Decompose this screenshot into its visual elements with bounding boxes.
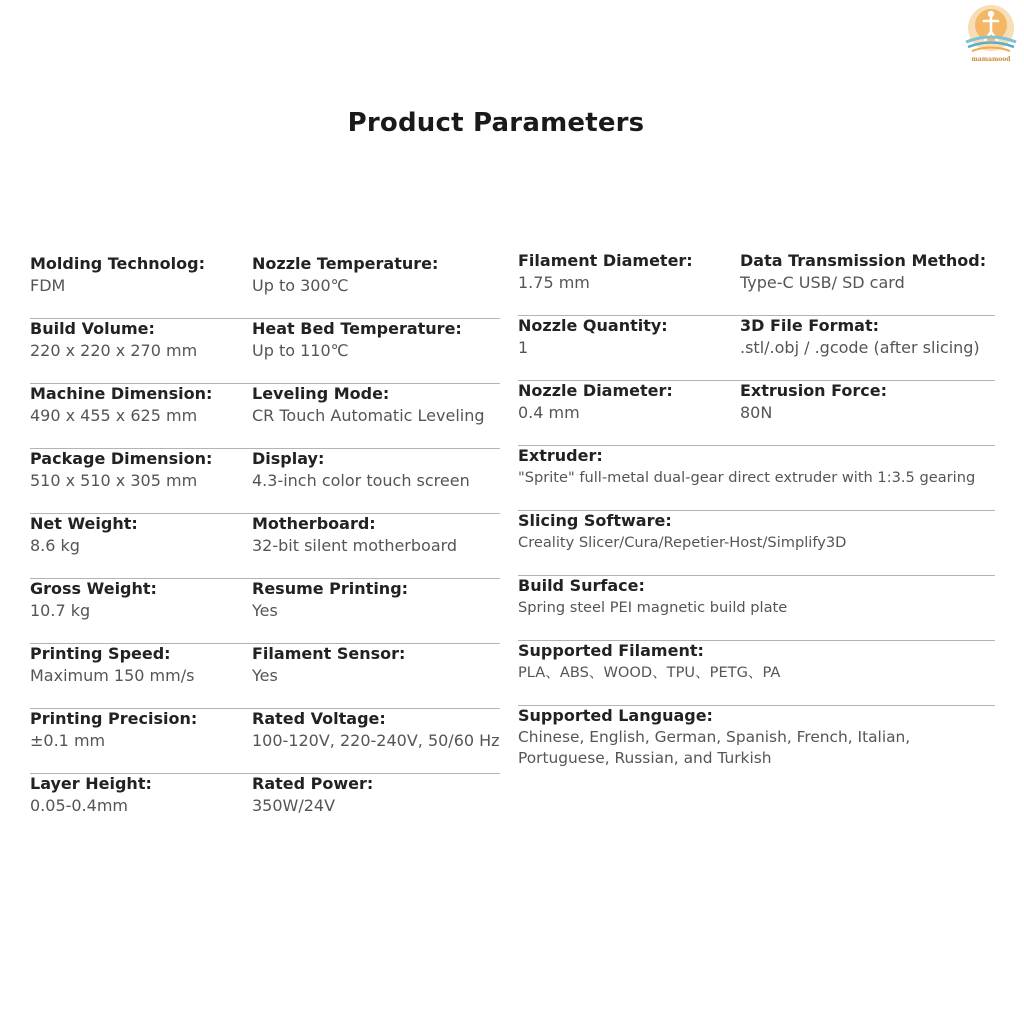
spec-label: Printing Speed: bbox=[30, 644, 171, 663]
logo-wordmark: mamamood bbox=[971, 56, 1011, 63]
spec-label: Net Weight: bbox=[30, 514, 138, 533]
logo-icon bbox=[962, 4, 1020, 56]
spec-row bbox=[30, 514, 500, 579]
spec-row bbox=[518, 576, 995, 641]
spec-cell bbox=[30, 644, 194, 686]
spec-label: Leveling Mode: bbox=[252, 384, 390, 403]
spec-row bbox=[30, 774, 500, 839]
spec-row bbox=[518, 511, 995, 576]
spec-value: 4.3-inch color touch screen bbox=[252, 471, 470, 490]
spec-row bbox=[518, 381, 995, 446]
spec-value: Type-C USB/ SD card bbox=[740, 273, 905, 292]
spec-label: Package Dimension: bbox=[30, 449, 213, 468]
spec-label: Printing Precision: bbox=[30, 709, 198, 728]
spec-value: 80N bbox=[740, 403, 773, 422]
spec-row bbox=[518, 706, 995, 796]
spec-label: Motherboard: bbox=[252, 514, 376, 533]
spec-value: 1.75 mm bbox=[518, 273, 590, 292]
spec-cell bbox=[518, 316, 668, 358]
spec-cell bbox=[252, 644, 405, 686]
spec-label: Slicing Software: bbox=[518, 511, 672, 530]
spec-value: .stl/.obj / .gcode (after slicing) bbox=[740, 338, 980, 357]
spec-label: Supported Language: bbox=[518, 706, 713, 725]
spec-row bbox=[518, 316, 995, 381]
spec-value: "Sprite" full-metal dual-gear direct extruder with 1:3.5 gearing bbox=[518, 469, 976, 486]
spec-value: Creality Slicer/Cura/Repetier-Host/Simplify3D bbox=[518, 534, 847, 551]
spec-cell bbox=[252, 384, 485, 426]
spec-label: Gross Weight: bbox=[30, 579, 157, 598]
spec-value: 510 x 510 x 305 mm bbox=[30, 471, 198, 490]
spec-value: 0.05-0.4mm bbox=[30, 796, 129, 815]
spec-label: Nozzle Quantity: bbox=[518, 316, 668, 335]
spec-value: Spring steel PEI magnetic build plate bbox=[518, 599, 788, 616]
spec-value: 1 bbox=[518, 338, 529, 357]
spec-value: Chinese, English, German, Spanish, French, Italian, Portuguese, Russian, and Turkish bbox=[518, 728, 911, 767]
spec-label: Rated Power: bbox=[252, 774, 374, 793]
spec-value: 490 x 455 x 625 mm bbox=[30, 406, 198, 425]
spec-label: Molding Technolog: bbox=[30, 254, 205, 273]
spec-value: FDM bbox=[30, 276, 66, 295]
spec-row bbox=[30, 319, 500, 384]
spec-label: Build Surface: bbox=[518, 576, 645, 595]
spec-value: ±0.1 mm bbox=[30, 731, 106, 750]
spec-label: Display: bbox=[252, 449, 325, 468]
spec-value: Up to 300℃ bbox=[252, 276, 349, 295]
spec-cell bbox=[30, 579, 157, 621]
spec-label: Layer Height: bbox=[30, 774, 152, 793]
spec-cell bbox=[518, 641, 995, 683]
spec-cell bbox=[252, 774, 373, 816]
spec-row bbox=[518, 641, 995, 706]
spec-label: Data Transmission Method: bbox=[740, 251, 987, 270]
spec-value: 100-120V, 220-240V, 50/60 Hz bbox=[252, 731, 500, 750]
spec-cell bbox=[30, 774, 152, 816]
spec-cell bbox=[30, 254, 205, 296]
spec-cell bbox=[518, 576, 995, 618]
spec-cell bbox=[30, 319, 197, 361]
spec-label: Nozzle Temperature: bbox=[252, 254, 439, 273]
spec-cell bbox=[518, 251, 693, 293]
spec-row bbox=[30, 709, 500, 774]
spec-cell bbox=[30, 514, 138, 556]
spec-row bbox=[30, 384, 500, 449]
spec-label: Machine Dimension: bbox=[30, 384, 213, 403]
spec-value: Yes bbox=[252, 666, 278, 685]
spec-row bbox=[518, 446, 995, 511]
spec-value: 0.4 mm bbox=[518, 403, 580, 422]
spec-value: CR Touch Automatic Leveling bbox=[252, 406, 485, 425]
spec-value: Yes bbox=[252, 601, 278, 620]
spec-label: Filament Diameter: bbox=[518, 251, 693, 270]
spec-cell bbox=[252, 514, 457, 556]
spec-label: 3D File Format: bbox=[740, 316, 879, 335]
spec-value: Maximum 150 mm/s bbox=[30, 666, 195, 685]
spec-value: 220 x 220 x 270 mm bbox=[30, 341, 198, 360]
spec-row bbox=[30, 449, 500, 514]
brand-logo bbox=[962, 4, 1020, 64]
spec-value: 8.6 kg bbox=[30, 536, 80, 555]
spec-cell bbox=[518, 446, 995, 488]
right-spec-table bbox=[518, 251, 995, 796]
spec-row bbox=[30, 579, 500, 644]
spec-label: Resume Printing: bbox=[252, 579, 409, 598]
spec-cell bbox=[740, 381, 887, 423]
spec-cell bbox=[30, 384, 212, 426]
spec-cell bbox=[30, 709, 197, 751]
spec-label: Build Volume: bbox=[30, 319, 155, 338]
spec-row bbox=[30, 254, 500, 319]
spec-cell bbox=[252, 319, 462, 361]
spec-cell bbox=[252, 449, 470, 491]
spec-label: Extrusion Force: bbox=[740, 381, 888, 400]
spec-label: Extruder: bbox=[518, 446, 603, 465]
left-spec-table bbox=[30, 254, 500, 839]
spec-cell bbox=[252, 579, 408, 621]
page-title: Product Parameters bbox=[347, 108, 645, 138]
spec-cell bbox=[740, 316, 980, 358]
spec-value: 350W/24V bbox=[252, 796, 336, 815]
spec-value: PLA、ABS、WOOD、TPU、PETG、PA bbox=[518, 664, 781, 681]
spec-cell bbox=[518, 706, 995, 769]
spec-label: Nozzle Diameter: bbox=[518, 381, 673, 400]
spec-row bbox=[518, 251, 995, 316]
spec-cell bbox=[252, 254, 438, 296]
spec-label: Heat Bed Temperature: bbox=[252, 319, 462, 338]
spec-label: Filament Sensor: bbox=[252, 644, 406, 663]
spec-value: Up to 110℃ bbox=[252, 341, 349, 360]
spec-cell bbox=[252, 709, 500, 751]
spec-cell bbox=[518, 381, 673, 423]
spec-label: Supported Filament: bbox=[518, 641, 704, 660]
spec-cell bbox=[30, 449, 212, 491]
spec-value: 32-bit silent motherboard bbox=[252, 536, 458, 555]
spec-label: Rated Voltage: bbox=[252, 709, 386, 728]
spec-value: 10.7 kg bbox=[30, 601, 91, 620]
spec-cell bbox=[518, 511, 995, 553]
spec-cell bbox=[740, 251, 986, 293]
spec-row bbox=[30, 644, 500, 709]
